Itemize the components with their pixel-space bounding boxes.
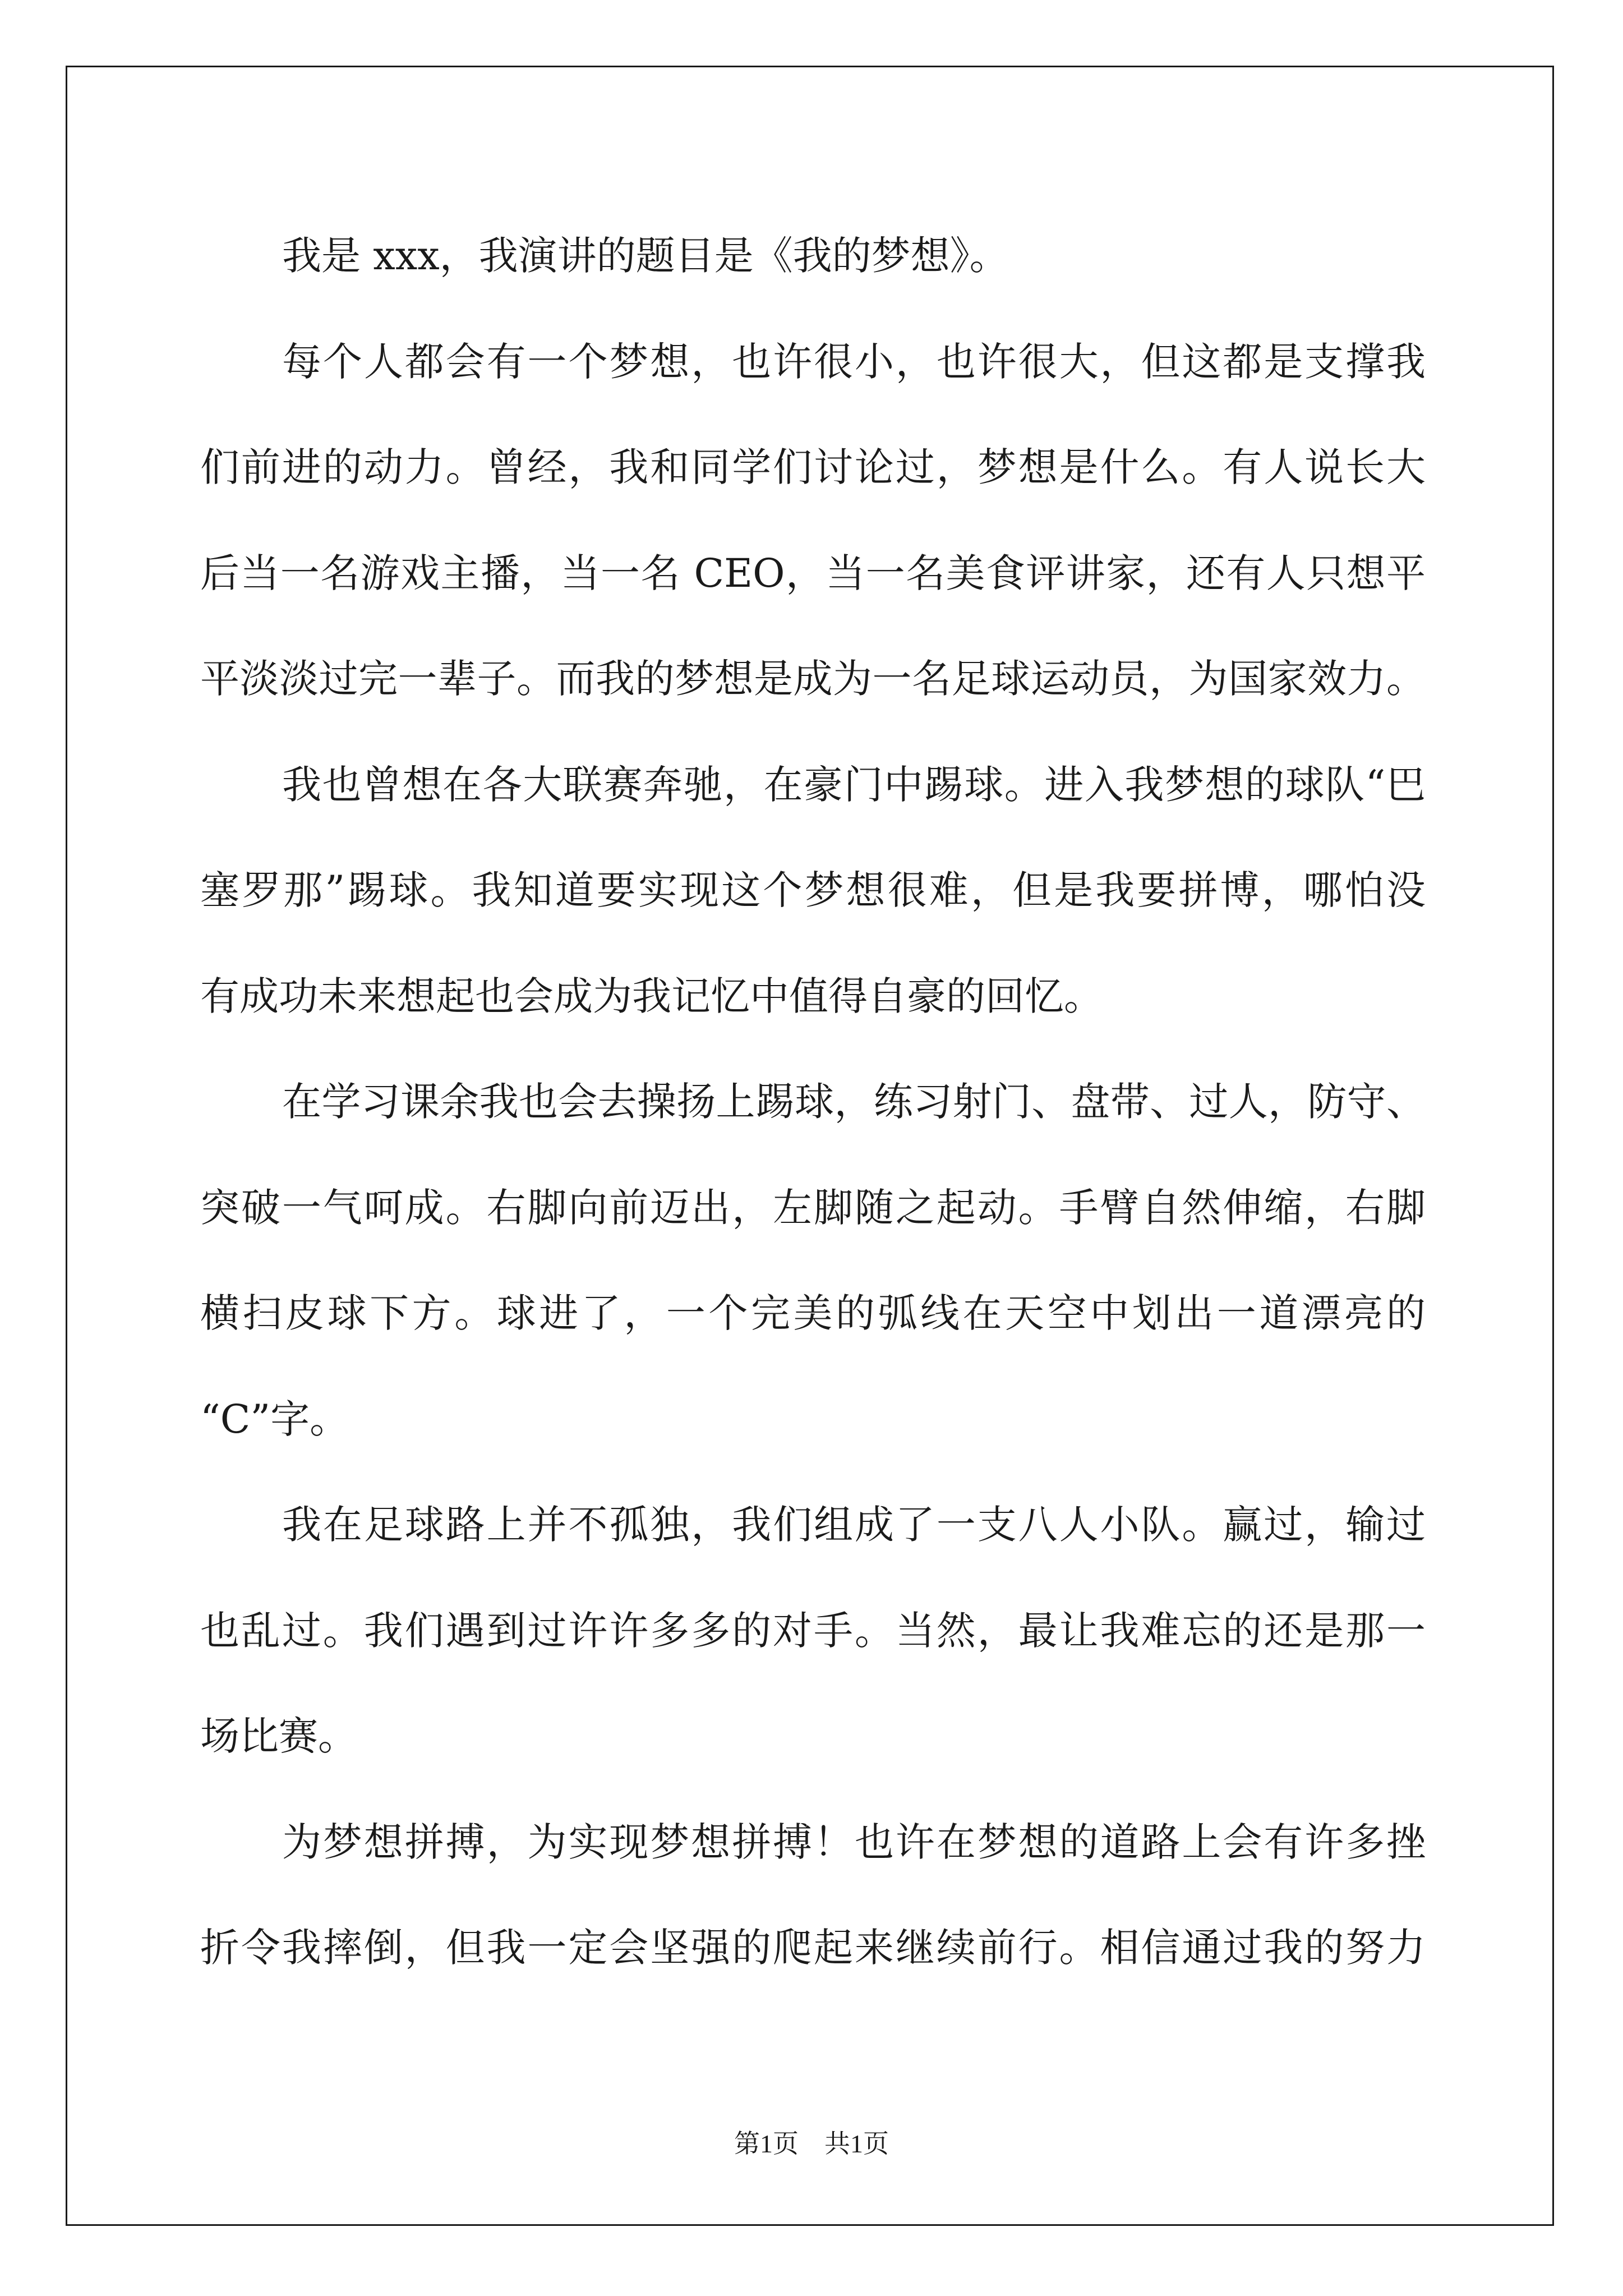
text-line: 也乱过。我们遇到过许许多多的对手。当然，最让我难忘的还是那一 <box>200 1607 1426 1654</box>
text-line: 横扫皮球下方。球进了，一个完美的弧线在天空中划出一道漂亮的 <box>200 1290 1426 1336</box>
text-line: 我是 xxx，我演讲的题目是《我的梦想》。 <box>282 233 1009 279</box>
text-line: “C”字。 <box>200 1396 349 1442</box>
paragraph <box>200 1472 1426 1789</box>
paragraph <box>200 1049 1426 1472</box>
text-line: 每个人都会有一个梦想，也许很小，也许很大，但这都是支撑我 <box>282 338 1426 385</box>
text-line: 塞罗那”踢球。我知道要实现这个梦想很难，但是我要拼博，哪怕没 <box>200 867 1426 913</box>
text-line: 为梦想拼搏，为实现梦想拼搏！也许在梦想的道路上会有许多挫 <box>282 1819 1426 1865</box>
text-line: 折令我摔倒，但我一定会坚强的爬起来继续前行。相信通过我的努力 <box>200 1925 1426 1971</box>
paragraph <box>200 309 1426 732</box>
text-line: 后当一名游戏主播，当一名 CEO，当一名美食评讲家，还有人只想平 <box>200 550 1426 596</box>
text-line: 有成功未来想起也会成为我记忆中值得自豪的回忆。 <box>200 973 1103 1019</box>
text-line: 我在足球路上并不孤独，我们组成了一支八人小队。赢过，输过 <box>282 1502 1426 1548</box>
page-total: 共1页 <box>824 2129 889 2158</box>
text-line: 场比赛。 <box>200 1713 357 1759</box>
page-number: 第1页 <box>734 2129 799 2158</box>
text-line: 我也曾想在各大联赛奔驰，在豪门中踢球。进入我梦想的球队“巴 <box>282 761 1426 808</box>
text-line: 突破一气呵成。右脚向前迈出，左脚随之起动。手臂自然伸缩，右脚 <box>200 1184 1426 1231</box>
text-line: 们前进的动力。曾经，我和同学们讨论过，梦想是什么。有人说长大 <box>200 444 1426 490</box>
paragraph <box>200 1789 1426 2001</box>
paragraph <box>200 203 1426 309</box>
paragraph <box>200 732 1426 1050</box>
document-body <box>200 203 1426 2001</box>
text-line: 在学习课余我也会去操扬上踢球，练习射门、盘带、过人，防守、 <box>282 1079 1426 1125</box>
text-line: 平淡淡过完一辈子。而我的梦想是成为一名足球运动员，为国家效力。 <box>200 656 1426 702</box>
page-footer <box>0 2129 1623 2159</box>
